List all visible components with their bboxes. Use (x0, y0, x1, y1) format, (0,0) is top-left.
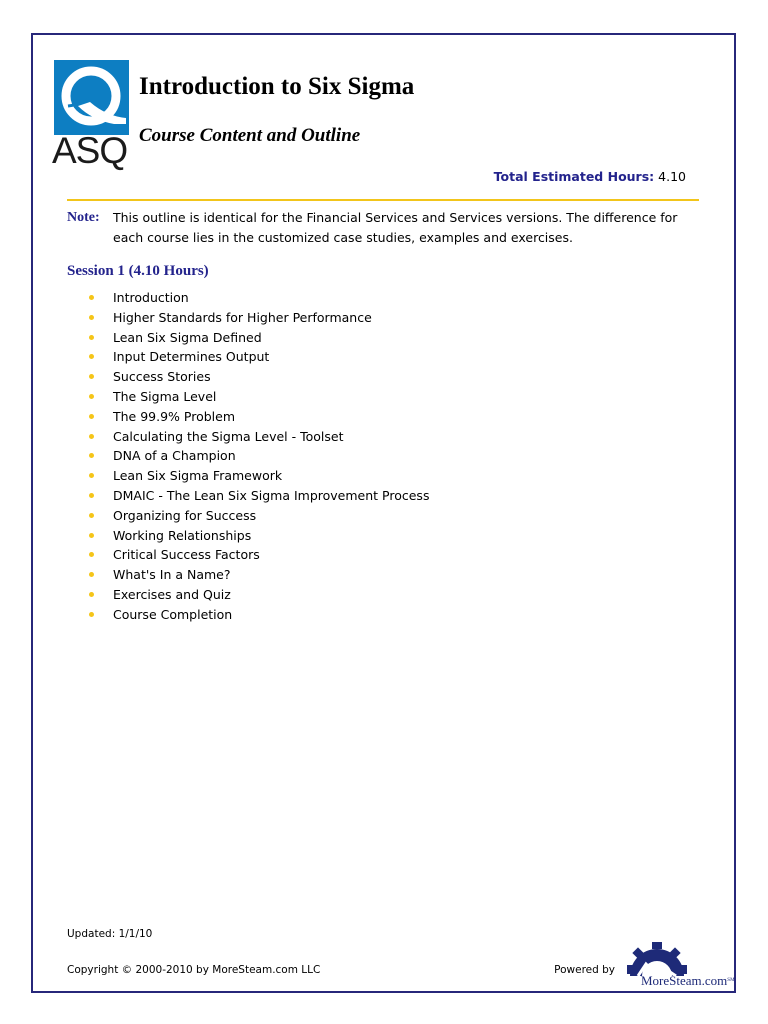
topic-label: DMAIC - The Lean Six Sigma Improvement Process (113, 487, 430, 503)
bullet-icon (89, 513, 94, 518)
moresteam-name: MoreSteam.com (641, 973, 728, 988)
updated-date: Updated: 1/1/10 (67, 928, 153, 940)
copyright-notice: Copyright © 2000-2010 by MoreSteam.com LLC (67, 964, 321, 976)
topic-label: Organizing for Success (113, 507, 257, 523)
bullet-icon (89, 592, 94, 597)
bullet-icon (89, 315, 94, 320)
topic-label: Input Determines Output (113, 349, 270, 365)
topic-label: Higher Standards for Higher Performance (113, 309, 372, 325)
bullet-icon (89, 335, 94, 340)
hours-label: Total Estimated Hours: (493, 169, 655, 184)
topic-label: What's In a Name? (113, 567, 231, 583)
note-label: Note: (67, 210, 100, 225)
bullet-icon (89, 493, 94, 498)
topic-label: Success Stories (113, 369, 211, 385)
topic-label: Lean Six Sigma Framework (113, 468, 283, 484)
asq-q-logo-icon (54, 60, 129, 135)
document-title: Introduction to Six Sigma (139, 73, 415, 100)
bullet-icon (89, 394, 94, 399)
topic-label: Lean Six Sigma Defined (113, 329, 262, 345)
topic-label: Working Relationships (113, 527, 252, 543)
bullet-icon (89, 612, 94, 617)
topic-label: DNA of a Champion (113, 448, 236, 464)
note (67, 208, 707, 248)
topic-label: The Sigma Level (113, 388, 217, 404)
bullet-icon (89, 295, 94, 300)
total-estimated-hours (494, 168, 686, 186)
topic-label: Calculating the Sigma Level - Toolset (113, 428, 344, 444)
asq-logo-text: ASQ (52, 130, 128, 171)
session-heading: Session 1 (4.10 Hours) (67, 263, 209, 279)
moresteam-logo-text (641, 973, 735, 989)
moresteam-tm: SM (727, 978, 735, 983)
hours-value: 4.10 (658, 169, 686, 184)
topic-label: Course Completion (113, 606, 233, 622)
powered-by-label: Powered by (554, 964, 615, 976)
topic-label: Introduction (113, 290, 189, 305)
moresteam-logo (624, 940, 734, 990)
asq-logo (52, 60, 132, 172)
header-divider (67, 199, 699, 201)
bullet-icon (89, 414, 94, 419)
bullet-icon (89, 434, 94, 439)
topic-label: Critical Success Factors (113, 547, 260, 563)
bullet-icon (89, 533, 94, 538)
document-subtitle: Course Content and Outline (139, 125, 361, 146)
topic-label: The 99.9% Problem (113, 408, 236, 424)
note-text: This outline is identical for the Financial Services and Services versions. The difference for each course lies in the customized case studies, examples and exercises. (113, 210, 678, 245)
topic-label: Exercises and Quiz (113, 586, 231, 602)
